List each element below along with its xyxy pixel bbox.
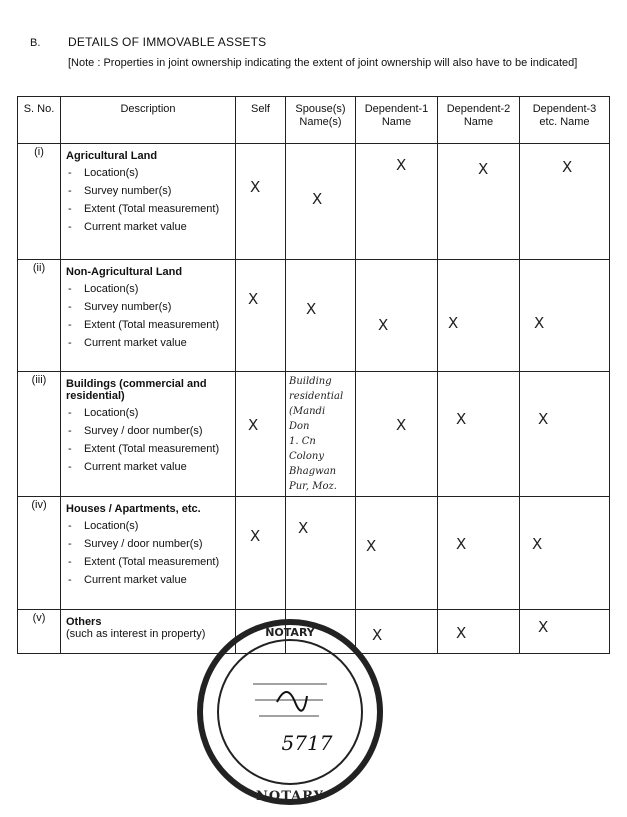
list-item: - Location(s) <box>66 166 232 180</box>
cell-dependent-2 <box>438 260 520 372</box>
stamp-label: NOTARY <box>256 789 324 804</box>
cell-dependent-2 <box>438 610 520 654</box>
row-title: Buildings (commercial and residential) <box>66 378 207 402</box>
cross-mark: X <box>456 410 467 428</box>
row-sno: (ii) <box>18 260 61 372</box>
cross-mark: X <box>456 535 467 553</box>
table-row <box>18 260 610 372</box>
row-description <box>61 144 236 260</box>
row-sno: (iii) <box>18 372 61 497</box>
cross-mark: X <box>456 624 467 642</box>
cell-self <box>236 372 286 497</box>
header-description: Description <box>61 97 236 144</box>
cross-mark: X <box>298 519 309 537</box>
list-item: - Location(s) <box>66 519 232 533</box>
handwritten-line: 1. Cn Colony <box>289 436 324 462</box>
cross-mark: X <box>532 535 543 553</box>
section-note: [Note : Properties in joint ownership indicating the extent of joint ownership will also have to be indicated] <box>68 57 578 69</box>
cross-mark: X <box>538 618 549 636</box>
cell-dependent-1 <box>356 497 438 610</box>
cross-mark: X <box>366 537 377 555</box>
list-item: - Extent (Total measurement) <box>66 555 232 569</box>
notary-stamp-seal <box>195 612 385 812</box>
list-item: - Current market value <box>66 460 232 474</box>
cell-dependent-1 <box>356 260 438 372</box>
section-title: DETAILS OF IMMOVABLE ASSETS <box>68 35 267 49</box>
list-item: - Current market value <box>66 336 232 350</box>
immovable-assets-table <box>17 96 610 654</box>
row-description <box>61 260 236 372</box>
cross-mark: X <box>448 314 459 332</box>
cell-dependent-1 <box>356 372 438 497</box>
cross-mark: X <box>538 410 549 428</box>
section-letter: B. <box>30 37 41 49</box>
cross-mark: X <box>312 190 323 208</box>
row-subtitle: (such as interest in property) <box>66 628 206 640</box>
row-sno: (iv) <box>18 497 61 610</box>
header-dependent-1: Dependent-1 Name <box>356 97 438 144</box>
cell-dependent-3 <box>520 497 610 610</box>
handwritten-line: residential <box>289 391 344 402</box>
cross-mark: X <box>396 156 407 174</box>
list-item: - Survey / door number(s) <box>66 424 232 438</box>
handwritten-line: (Mandi <box>289 406 326 417</box>
header-sno: S. No. <box>18 97 61 144</box>
handwritten-line: Don <box>289 421 310 432</box>
cross-mark: X <box>534 314 545 332</box>
cell-dependent-3 <box>520 260 610 372</box>
row-title: Agricultural Land <box>66 150 158 162</box>
cross-mark: X <box>378 316 389 334</box>
table-row <box>18 497 610 610</box>
list-item: - Current market value <box>66 573 232 587</box>
table-header-row <box>18 97 610 144</box>
stamp-number: 5717 <box>281 731 333 755</box>
row-title: Others <box>66 616 102 628</box>
cell-self <box>236 497 286 610</box>
header-dependent-2: Dependent-2 Name <box>438 97 520 144</box>
table-row <box>18 372 610 497</box>
row-sno: (v) <box>18 610 61 654</box>
cross-mark: X <box>372 626 383 644</box>
cross-mark: X <box>478 160 489 178</box>
table-row <box>18 144 610 260</box>
cell-dependent-3 <box>520 144 610 260</box>
header-spouse: Spouse(s) Name(s) <box>286 97 356 144</box>
cell-dependent-3 <box>520 610 610 654</box>
list-item: - Survey / door number(s) <box>66 537 232 551</box>
cell-spouse <box>286 144 356 260</box>
cross-mark: X <box>250 527 261 545</box>
cross-mark: X <box>562 158 573 176</box>
cell-dependent-3 <box>520 372 610 497</box>
list-item: - Survey number(s) <box>66 184 232 198</box>
handwritten-line: Pur, Moz. <box>289 481 337 492</box>
list-item: - Extent (Total measurement) <box>66 442 232 456</box>
list-item: - Extent (Total measurement) <box>66 202 232 216</box>
handwritten-line: Bhagwan <box>289 466 337 477</box>
row-sno: (i) <box>18 144 61 260</box>
row-title: Non-Agricultural Land <box>66 266 183 278</box>
cross-mark: X <box>306 300 317 318</box>
cell-self <box>236 144 286 260</box>
list-item: - Current market value <box>66 220 232 234</box>
cell-dependent-1 <box>356 144 438 260</box>
handwritten-line: Building <box>289 376 332 387</box>
row-description <box>61 497 236 610</box>
cross-mark: X <box>396 416 407 434</box>
cross-mark: X <box>250 178 261 196</box>
cell-spouse <box>286 497 356 610</box>
cell-self <box>236 260 286 372</box>
cell-spouse-handwritten <box>286 372 356 497</box>
list-item: - Location(s) <box>66 406 232 420</box>
header-dependent-3: Dependent-3 etc. Name <box>520 97 610 144</box>
list-item: - Survey number(s) <box>66 300 232 314</box>
header-self: Self <box>236 97 286 144</box>
list-item: - Location(s) <box>66 282 232 296</box>
row-description <box>61 372 236 497</box>
list-item: - Extent (Total measurement) <box>66 318 232 332</box>
cell-dependent-2 <box>438 144 520 260</box>
cross-mark: X <box>248 290 259 308</box>
cell-dependent-2 <box>438 497 520 610</box>
cross-mark: X <box>248 416 259 434</box>
cell-dependent-2 <box>438 372 520 497</box>
row-title: Houses / Apartments, etc. <box>66 503 201 515</box>
cell-spouse <box>286 260 356 372</box>
stamp-top-text: NOTARY <box>265 626 315 639</box>
